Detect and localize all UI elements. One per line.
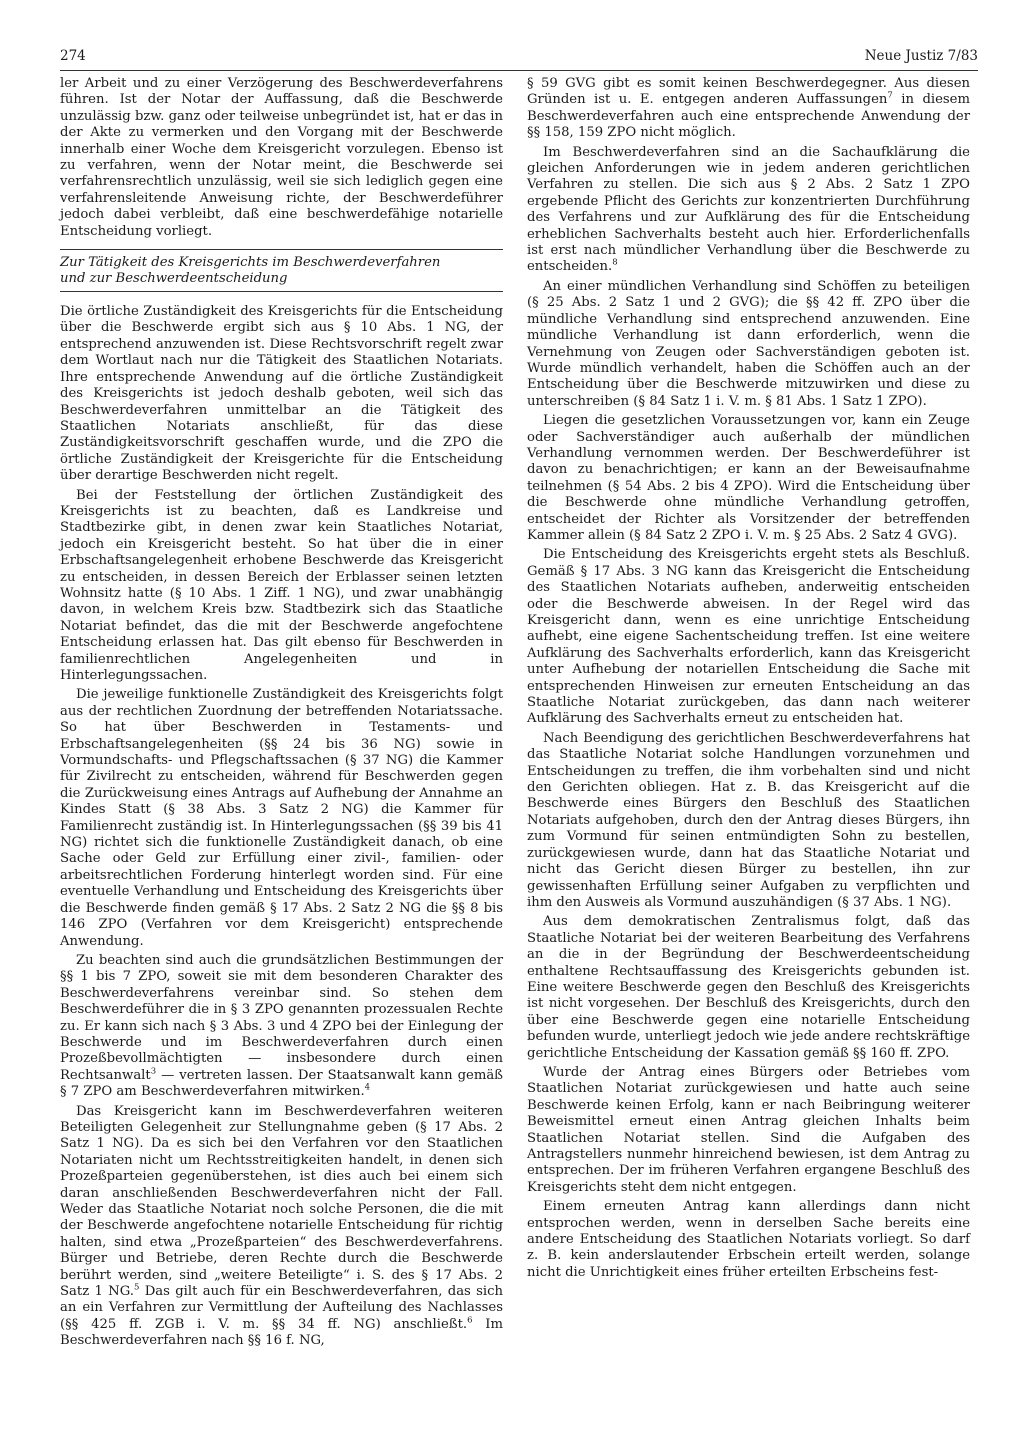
paragraph-text: in diesem Beschwerdeverfahren auch eine entsprechende Anwendung der §§ 158, 159 ZPO nicht möglich. bbox=[527, 92, 970, 141]
footnote-ref: 4 bbox=[364, 1082, 371, 1093]
journal-issue: Neue Justiz 7/83 bbox=[864, 48, 978, 64]
section-rule-bottom bbox=[60, 291, 503, 292]
paragraph bbox=[527, 76, 970, 142]
paragraph: An einer mündlichen Verhandlung sind Schöffen zu beteiligen (§ 25 Abs. 2 Satz 1 und 2 GVG); die §§ 42 ff. ZPO über die mündliche Verhandlung sind entsprechend anzuwenden. Eine mündliche Verhandlung ist dann erforderlich, wenn die Vernehmung von Zeugen oder Sachverständigen geboten ist. Wurde mündlich verhandelt, haben die Schöffen auch an der Entscheidung über die Beschwerde mitzuwirken und diese zu unterschreiben (§ 84 Satz 1 i. V. m. § 81 Abs. 1 Satz 1 ZPO). bbox=[527, 278, 970, 409]
footnote-ref: 6 bbox=[467, 1315, 473, 1326]
section-heading bbox=[60, 255, 503, 287]
paragraph-text: § 59 GVG gibt es somit keinen Beschwerdegegner. Aus diesen Gründen ist u. E. entgegen anderen Auffassungen bbox=[527, 76, 970, 108]
footnote-ref: 3 bbox=[150, 1066, 157, 1077]
paragraph bbox=[60, 953, 503, 1101]
header-rule bbox=[60, 70, 978, 71]
paragraph-text: Zu beachten sind auch die grundsätzlichen Bestimmungen der §§ 1 bis 7 ZPO, soweit sie mit dem besonderen Charakter des Beschwerdeverfahrens vereinbar sind. So stehen dem Beschwerdeführer die in § 3 ZPO genannten prozessualen Rechte zu. Er kann sich nach § 3 Abs. 3 und 4 ZPO bei der Einlegung der Beschwerde und im Beschwerdeverfahren durch einen Prozeßbevollmächtigten — insbesondere durch einen Rechtsanwalt bbox=[60, 952, 503, 1083]
paragraph: Einem erneuten Antrag kann allerdings dann nicht entsprochen werden, wenn in derselben Sache bereits eine andere Entscheidung des Staatlichen Notariats vorliegt. So darf z. B. kein anderslautender Erbschein erteilt werden, solange nicht die Unrichtigkeit eines früher erteilten Erbscheins fest- bbox=[527, 1199, 970, 1280]
paragraph-text: — vertreten lassen. Der Staatsanwalt kann gemäß § 7 ZPO am Beschwerdeverfahren mitwirken. bbox=[60, 1067, 503, 1100]
section-rule-top bbox=[60, 249, 503, 250]
footnote-ref: 5 bbox=[133, 1282, 140, 1293]
paragraph: Aus dem demokratischen Zentralismus folgt, daß das Staatliche Notariat bei der weiteren Bearbeitung des Verfahrens an die in der Begründung der Beschwerdeentscheidung enthaltene Rechtsauffassung des Kreisgerichts gebunden ist. Eine weitere Beschwerde gegen den Beschluß des Kreisgerichts ist nicht vorgesehen. Der Beschluß des Kreisgerichts, durch den über eine Beschwerde gegen eine notarielle Entscheidung befunden wurde, unterliegt jedoch wie jede andere rechtskräftige gerichtliche Entscheidung der Kassation gemäß §§ 160 ff. ZPO. bbox=[527, 914, 970, 1061]
footnote-ref: 7 bbox=[887, 91, 893, 102]
paragraph: Die jeweilige funktionelle Zuständigkeit des Kreisgerichts folgt aus der rechtlichen Zuordnung der betreffenden Notariatssache. So hat über Beschwerden in Testaments- und Erbschaftsangelegenheiten (§§ 24 bis 36 NG) sowie in Vormundschafts- und Pflegschaftssachen (§ 37 NG) die Kammer für Zivilrecht zu entscheiden, während für Beschwerden gegen die Zurückweisung eines Antrags auf Aufhebung der Annahme an Kindes Statt (§ 38 Abs. 3 Satz 2 NG) die Kammer für Familienrecht zuständig ist. In Hinterlegungssachen (§§ 39 bis 41 NG) richtet sich die funktionelle Zuständigkeit danach, ob eine Sache oder Geld zur Erfüllung einer zivil-, familien- oder arbeitsrechtlichen Forderung hinterlegt worden sind. Für eine eventuelle Verhandlung und Entscheidung des Kreisgerichts über die Beschwerde finden gemäß § 17 Abs. 2 Satz 2 NG die §§ 8 bis 146 ZPO (Verfahren vor dem Kreisgericht) entsprechende Anwendung. bbox=[60, 687, 503, 949]
footnote-ref: 8 bbox=[612, 258, 618, 269]
paragraph: Die Entscheidung des Kreisgerichts ergeht stets als Beschluß. Gemäß § 17 Abs. 3 NG kann das Kreisgericht die Entscheidung des Staatlichen Notariats aufheben, anderweitig entscheiden oder die Beschwerde abweisen. In der Regel wird das Kreisgericht dann, wenn es eine unrichtige Entscheidung aufhebt, eine eigene Sachentscheidung treffen. Ist eine weitere Aufklärung des Sachverhalts erforderlich, kann das Kreisgericht unter Aufhebung der notariellen Entscheidung die Sache mit entsprechenden Hinweisen zur erneuten Entscheidung an das Staatliche Notariat zurückgeben, das dann nach weiterer Aufklärung des Sachverhalts erneut zu entscheiden hat. bbox=[527, 547, 970, 727]
left-column bbox=[60, 76, 503, 1353]
right-column bbox=[527, 76, 970, 1284]
intro-paragraph: ler Arbeit und zu einer Verzögerung des Beschwerdeverfahrens führen. Ist der Notar der Auffassung, daß die Beschwerde unzulässig bzw. ganz oder teilweise unbegründet ist, hat er das in der Akte zu vermerken und den Vorgang mit der Beschwerde innerhalb einer Woche dem Kreisgericht vorzulegen. Ebenso ist zu verfahren, wenn der Notar meint, die Beschwerde sei verfahrensrechtlich unzulässig, weil sie sich lediglich gegen eine verfahrensleitende Anweisung richte, der Beschwerdeführer jedoch dabei verbleibt, daß eine beschwerdefähige notarielle Entscheidung vorliegt. bbox=[60, 76, 503, 239]
paragraph-text: Im Beschwerdeverfahren sind an die Sachaufklärung die gleichen Anforderungen wie in jedem anderen gerichtlichen Verfahren zu stellen. Die sich aus § 2 Abs. 2 Satz 1 ZPO ergebende Pflicht des Gerichts zur konzentrierten Durchführung des Verfahrens und zur Aufklärung des für die Entscheidung erheblichen Sachverhalts besteht auch hier. Erforderlichenfalls ist erst nach mündlicher Verhandlung über die Beschwerde zu entscheiden. bbox=[527, 144, 970, 275]
section-heading-line2: und zur Beschwerdeentscheidung bbox=[60, 271, 288, 287]
paragraph: Nach Beendigung des gerichtlichen Beschwerdeverfahrens hat das Staatliche Notariat solche Handlungen vorzunehmen und Entscheidungen zu treffen, die ihm vorbehalten sind und nicht den Gerichten obliegen. Hat z. B. das Kreisgericht auf die Beschwerde eines Bürgers den Beschluß des Staatlichen Notariats aufgehoben, durch den der Antrag dieses Bürgers, ihn zum Vormund für seinen entmündigten Sohn zu bestellen, zurückgewiesen wurde, dann hat das Staatliche Notariat und nicht das Gericht diesen Bürger zu bestellen, ihn zur gewissenhaften Erfüllung seiner Aufgaben zu verpflichten und ihm den Ausweis als Vormund auszuhändigen (§ 37 Abs. 1 NG). bbox=[527, 730, 970, 910]
paragraph: Wurde der Antrag eines Bürgers oder Betriebes vom Staatlichen Notariat zurückgewiesen und hatte auch seine Beschwerde keinen Erfolg, kann er nach Beibringung weiterer Beweismittel erneut einen Antrag gleichen Inhalts beim Staatlichen Notariat stellen. Sind die Aufgaben des Antragstellers nunmehr hinreichend bewiesen, ist dem Antrag zu entsprechen. Der im früheren Verfahren ergangene Beschluß des Kreisgerichts steht dem nicht entgegen. bbox=[527, 1064, 970, 1195]
paragraph: Die örtliche Zuständigkeit des Kreisgerichts für die Entscheidung über die Beschwerde ergibt sich aus § 10 Abs. 1 NG, der entsprechend anzuwenden ist. Diese Rechtsvorschrift regelt zwar dem Wortlaut nach nur die Tätigkeit des Staatlichen Notariats. Ihre entsprechende Anwendung auf die örtliche Zuständigkeit des Kreisgerichts ist jedoch deshalb geboten, weil sich das Beschwerdeverfahren unmittelbar an die Tätigkeit des Staatlichen Notariats anschließt, für das diese Zuständigkeitsvorschrift geschaffen wurde, und die ZPO die örtliche Zuständigkeit der Kreisgerichte für die Entscheidung über derartige Beschwerden nicht regelt. bbox=[60, 304, 503, 484]
page-number: 274 bbox=[60, 48, 86, 64]
paragraph-text: Im Beschwerdeverfahren nach §§ 16 f. NG, bbox=[60, 1316, 503, 1349]
section-heading-line1: Zur Tätigkeit des Kreisgerichts im Beschwerdeverfahren bbox=[60, 255, 441, 271]
paragraph: Liegen die gesetzlichen Voraussetzungen vor, kann ein Zeuge oder Sachverständiger auch außerhalb der mündlichen Verhandlung vernommen werden. Der Beschwerdeführer ist davon zu benachrichtigen; er kann an der Beweisaufnahme teilnehmen (§ 54 Abs. 2 bis 4 ZPO). Wird die Entscheidung über die Beschwerde ohne mündliche Verhandlung getroffen, entscheidet der Richter als Vorsitzender der betreffenden Kammer allein (§ 84 Satz 2 ZPO i. V. m. § 25 Abs. 2 Satz 4 GVG). bbox=[527, 413, 970, 543]
paragraph bbox=[60, 1104, 503, 1350]
paragraph-text: Das gilt auch für ein Beschwerdeverfahren, das sich an ein Verfahren zur Vermittlung der Aufteilung des Nachlasses (§§ 425 ff. ZGB i. V. m. §§ 34 ff. NG) anschließt. bbox=[60, 1284, 504, 1332]
page-header bbox=[60, 48, 978, 68]
paragraph-text: Das Kreisgericht kann im Beschwerdeverfahren weiteren Beteiligten Gelegenheit zur Stellungnahme geben (§ 17 Abs. 2 Satz 1 NG). Da es sich bei den Verfahren vor den Staatlichen Notariaten nicht um Rechtsstreitigkeiten handelt, in denen sich Prozeßparteien gegenüberstehen, ist dies auch bei einem sich daran anschließenden Beschwerdeverfahren nicht der Fall. Weder das Staatliche Notariat noch solche Personen, die die mit der Beschwerde angefochtene notarielle Entscheidung für richtig halten, sind etwa „Prozeßparteien“ des Beschwerdeverfahrens. Bürger und Betriebe, deren Rechte durch die Beschwerde berührt werden, sind „weitere Beteiligte“ i. S. des § 17 Abs. 2 Satz 1 NG. bbox=[60, 1103, 503, 1300]
paragraph bbox=[527, 145, 970, 276]
paragraph: Bei der Feststellung der örtlichen Zuständigkeit des Kreisgerichts ist zu beachten, daß es Landkreise und Stadtbezirke gibt, in denen zwar kein Staatliches Notariat, jedoch ein Kreisgericht besteht. So hat über die in einer Erbschaftsangelegenheit erhobene Beschwerde das Kreisgericht zu entscheiden, in dessen Bereich der Erblasser seinen letzten Wohnsitz hatte (§ 10 Abs. 1 Ziff. 1 NG), und zwar unabhängig davon, in welchem Kreis bzw. Stadtbezirk sich das Staatliche Notariat befindet, das die mit der Beschwerde angefochtene Entscheidung erlassen hat. Das gilt ebenso für Beschwerden in familienrechtlichen Angelegenheiten und in Hinterlegungssachen. bbox=[60, 487, 503, 683]
